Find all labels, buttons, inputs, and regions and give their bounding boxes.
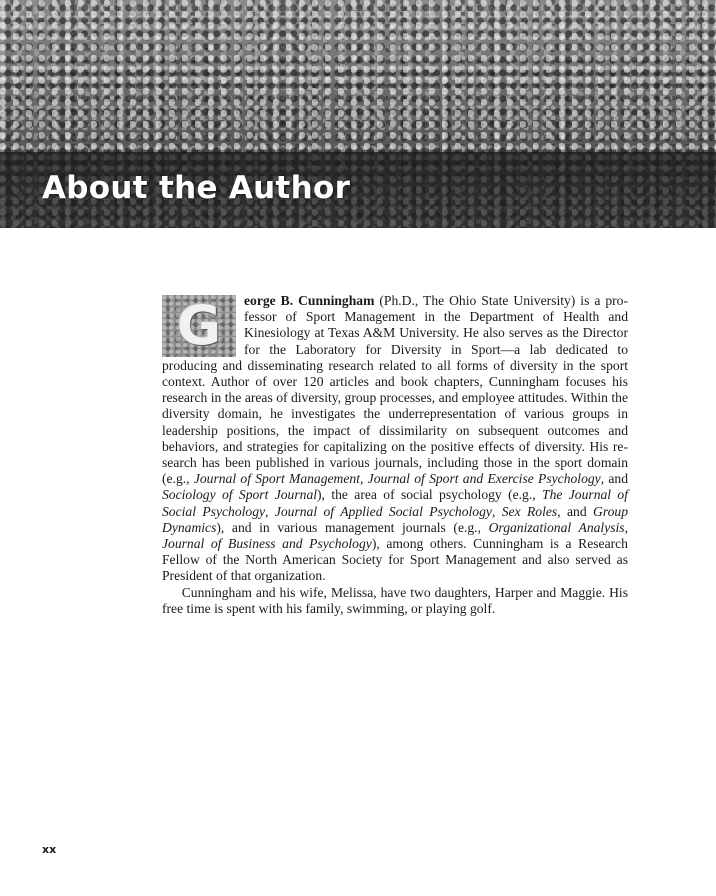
author-bio bbox=[162, 293, 628, 617]
drop-cap-letter: G bbox=[162, 295, 236, 357]
bio-text: (Ph.D., The Ohio State University) is a professor of Sport Management in the Department of Health and Kinesiology at Texas A&M University. He also serves as the Director for the Laboratory for Diversity in Sport—a lab dedicated to producing and disseminating research related to all forms of diversity in the sport context. Author of over 120 articles and book chapters, Cunningham focuses his research in the areas of diversity, group processes, and employee attitudes. Within the diversity domain, he investigates the underrepresentation of various groups in leadership positions, the impact of dissimilarity on subsequent outcomes and behaviors, and strategies for capitalizing on the positive effects of diversity. His research has been published in various journals, including those in the sport domain (e.g., bbox=[162, 293, 628, 487]
journal-title: Group Dynamics bbox=[162, 503, 629, 535]
journal-title: Sex Roles bbox=[501, 503, 558, 519]
journal-title: Organizational Analysis bbox=[488, 519, 625, 535]
bio-text: ), among others. Cunningham is a Research Fellow of the North American Society for Sport Management and also served as President of that organization. bbox=[162, 536, 628, 584]
bio-text: ), and in various management journals (e.g., bbox=[216, 519, 489, 535]
journal-title: Journal of Sport Management bbox=[193, 471, 360, 487]
bio-text: ), the area of social psychology (e.g., bbox=[317, 487, 543, 503]
bio-text: , and bbox=[600, 471, 629, 487]
page-number: xx bbox=[42, 843, 57, 856]
journal-title: Journal of Applied Social Psychology bbox=[274, 503, 492, 519]
journal-title: Sociology of Sport Journal bbox=[162, 487, 318, 503]
bio-text: , and bbox=[557, 503, 594, 519]
bio-text: , bbox=[359, 471, 368, 487]
bio-text: , bbox=[491, 503, 502, 519]
bio-paragraph-1 bbox=[162, 293, 628, 585]
bio-text: , bbox=[265, 503, 275, 519]
journal-title: The Journal of Social Psychology bbox=[162, 487, 628, 519]
bio-text: , bbox=[624, 519, 629, 535]
journal-title: Journal of Business and Psychology bbox=[162, 536, 372, 552]
journal-title: Journal of Sport and Exercise Psychology bbox=[367, 471, 601, 487]
author-name: eorge B. Cunningham bbox=[244, 293, 375, 308]
bio-paragraph-2: Cunningham and his wife, Melissa, have two daughters, Harper and Maggie. His free time is spent with his family, swimming, or playing golf. bbox=[162, 584, 628, 616]
crowd-banner-image bbox=[0, 0, 716, 228]
page-title: About the Author bbox=[42, 170, 351, 206]
